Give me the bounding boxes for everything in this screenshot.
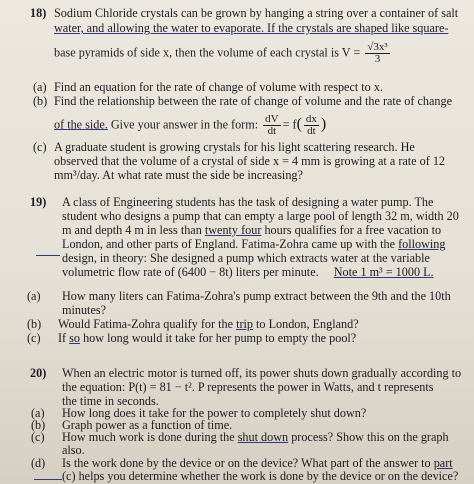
q18c-line3: mm³/day. At what rate must the side be increasing? [54,168,303,182]
q19b-pre: Would Fatima-Zohra qualify for the [58,317,234,331]
q18b-dv-dt [263,114,280,137]
q19a-line1: How many liters can Fatima-Zohra's pump extract between the 9th and the 10th [62,289,451,303]
q20d-pre: Is the work done by the device or on the device? What part of the answer to [62,456,431,470]
q19a-label: (a) [27,289,41,303]
q18b-line2: of the side. Give your answer in the form: $\frac{dV}{dt}$ = f( $\frac{dx}{dt}$ ) [54,113,327,137]
q20-line3: the time in seconds. [62,394,159,408]
q18b-dv: dV [265,113,279,125]
q20c-line2: also. [62,443,85,457]
q19-line2: student who designs a pump that can empty a large pool of length 32 m, width 20 [62,209,459,223]
q20d-line1 [62,456,453,470]
q18-volume-numerator: √3x³ [367,41,388,53]
q20-number: 20) [30,366,47,380]
q18b-of-the-side: of the side. [54,117,108,132]
q20d-part: part [433,456,453,470]
q19c-label: (c) [27,331,41,345]
q19b-trip: trip [236,317,253,331]
pen-mark [36,255,60,256]
q19c-post: how long would it take for her pump to empty the pool? [80,331,357,345]
q18-line3 [54,42,392,65]
q18b-equals-f: = f [282,117,297,132]
q20c-line1 [62,430,449,444]
q19-line4-text: London, and other parts of England. Fatima-Zohra came up with the [62,237,396,251]
q18a-label: (a) [33,80,47,94]
q18b-dx: dx [305,113,317,125]
q19-twenty-four: twenty four [204,223,262,237]
q19-line3 [62,223,441,237]
q20-line1: When an electric motor is turned off, its power shuts down gradually according to [62,366,462,380]
q19-line5: design, in theory: She designed a pump which extracts water at the variable [62,251,430,265]
q20b-text: Graph power as a function of time. [62,418,233,432]
q18-number: 18) [30,6,47,20]
q20c-post: process? Show this on the graph [288,430,449,444]
q18-line2: water, and allowing the water to evaporate. If the crystals are shaped like square- [54,21,449,35]
q18b-dx-dt [304,114,319,137]
q19-line6 [62,265,434,279]
q18b-dt: dt [267,125,277,137]
q18b-label: (b) [33,94,48,108]
q19a-line2: minutes? [62,303,107,317]
q18-volume-fraction [365,42,389,65]
q19-line1: A class of Engineering students has the task of designing a water pump. The [62,195,434,209]
q18b-dt2: dt [307,125,316,137]
q18c-line1: A graduate student is growing crystals for his light scattering research. He [54,140,415,154]
q20a-text: How long does it take for the power to completely shut down? [62,406,367,420]
q19-following: following [398,237,446,251]
q18c-label: (c) [33,140,47,154]
q20b-label: (b) [31,418,46,432]
q18b-line1: Find the relationship between the rate of change of volume and the rate of change [54,94,452,108]
q20d-label: (d) [31,456,46,470]
q20a-label: (a) [31,406,45,420]
q20c-shut-down: shut down [237,430,289,444]
q19-line3-pre: m and depth 4 m in less than [62,223,202,237]
q18-line1: Sodium Chloride crystals can be grown by hanging a string over a container of salt [54,6,459,20]
q19-note: Note 1 m³ = 1000 L. [333,265,434,279]
q19b-post: to London, England? [253,317,359,331]
q19c-so: so [69,331,81,345]
q18a-text: Find an equation for the rate of change of volume with respect to x. [54,80,383,94]
q20c-pre: How much work is done during the [62,430,235,444]
q19c-text [58,331,356,345]
q19b-label: (b) [27,317,42,331]
q18c-line2: observed that the volume of a crystal of side x = 4 mm is growing at a rate of 12 [54,154,446,168]
q19-line3-post: hours qualifies for a free vacation to [261,223,442,237]
q19-flow-rate: volumetric flow rate of (6400 − 8t) liters per minute. [62,265,319,279]
q19-number: 19) [30,195,47,209]
q18b-form-text: Give your answer in the form: [107,117,259,132]
pen-mark-2 [34,479,62,480]
q20-line2: the equation: P(t) = 81 − t². P represents the power in Watts, and t represents [62,380,434,394]
q20c-label: (c) [31,430,45,444]
q18-volume-text: base pyramids of side x, then the volume of each crystal is V = [54,45,361,60]
q20d-line2: (c) helps you determine whether the work is done by the device or on the device? [62,469,459,483]
q19-line4 [62,237,446,251]
q19c-pre: If [58,331,67,345]
q18-volume-denominator: 3 [374,53,381,65]
q19b-text [58,317,359,331]
